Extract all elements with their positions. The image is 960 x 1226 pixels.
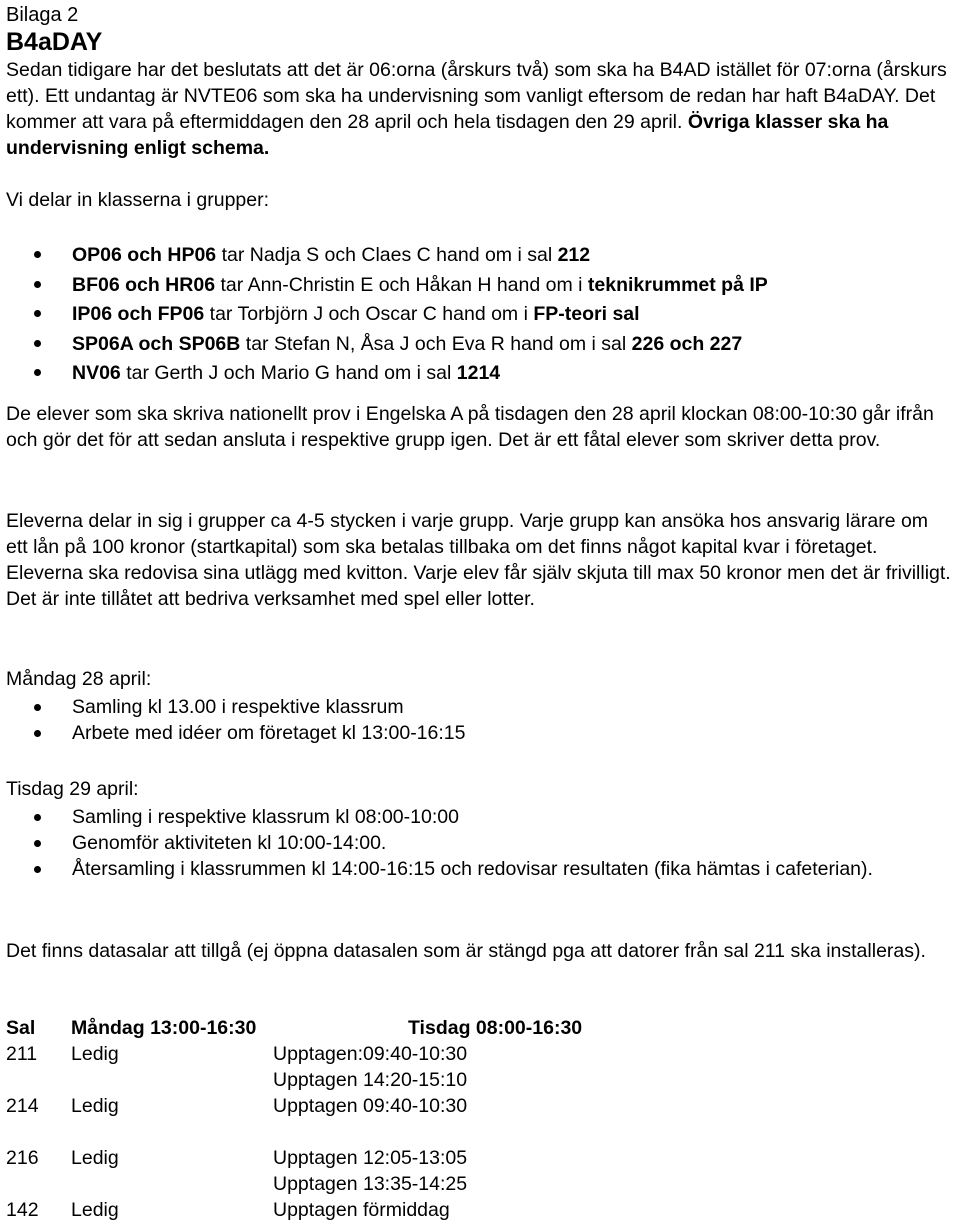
datasalar-paragraph: Det finns datasalar att tillgå (ej öppna datasalen som är stängd pga att datorer från sal 211 ska installeras). bbox=[6, 940, 926, 962]
monday-heading: Måndag 28 april: bbox=[6, 668, 152, 690]
table-row bbox=[6, 1093, 706, 1119]
monday-list bbox=[6, 694, 952, 746]
group-item bbox=[6, 241, 952, 271]
document-title: B4aDAY bbox=[6, 28, 103, 56]
header-tuesday: Tisdag 08:00-16:30 bbox=[408, 1017, 583, 1039]
table-row bbox=[6, 1119, 706, 1145]
header-monday: Måndag 13:00-16:30 bbox=[71, 1017, 257, 1039]
group-classes: SP06A och SP06B bbox=[72, 332, 241, 355]
group-classes: NV06 bbox=[72, 362, 121, 384]
table-row bbox=[6, 1145, 706, 1171]
tuesday-list bbox=[6, 804, 952, 882]
exam-paragraph: De elever som ska skriva nationellt prov i Engelska A på tisdagen den 28 april klockan 08:00-10:30 går ifrån och gör det för att sedan ansluta i respektive grupp igen. Det är ett fåtal elever som skriver detta prov. bbox=[6, 403, 934, 451]
cell-tuesday: Upptagen 12:05-13:05 bbox=[273, 1147, 468, 1169]
group-item bbox=[6, 271, 952, 301]
table-row bbox=[6, 1197, 706, 1223]
cell-monday: Ledig bbox=[71, 1147, 119, 1169]
groups-intro: Vi delar in klasserna i grupper: bbox=[6, 189, 270, 211]
group-classes: OP06 och HP06 bbox=[72, 244, 217, 266]
group-text: tar Gerth J och Mario G hand om i sal bbox=[120, 362, 457, 384]
tuesday-item: Genomför aktiviteten kl 10:00-14:00. bbox=[6, 830, 952, 856]
cell-sal: 214 bbox=[6, 1095, 39, 1117]
tuesday-item: Samling i respektive klassrum kl 08:00-10:00 bbox=[6, 804, 952, 830]
cell-tuesday: Upptagen 14:20-15:10 bbox=[273, 1069, 468, 1091]
group-classes: IP06 och FP06 bbox=[72, 303, 205, 325]
group-item bbox=[6, 359, 952, 389]
header-sal: Sal bbox=[6, 1017, 36, 1039]
cell-sal: 142 bbox=[6, 1199, 39, 1221]
group-room: 226 och 227 bbox=[631, 332, 743, 355]
group-text: tar Ann-Christin E och Håkan H hand om i bbox=[215, 273, 588, 296]
tuesday-heading: Tisdag 29 april: bbox=[6, 778, 139, 800]
groups-rules-paragraph: Eleverna delar in sig i grupper ca 4-5 stycken i varje grupp. Varje grupp kan ansöka hos ansvarig lärare om ett lån på 100 kronor (startkapital) som ska betalas tillbaka om det finns något kapital kvar i företaget. Eleverna ska redovisa sina utlägg med kvitton. Varje elev får själv skjuta till max 50 kronor men det är frivilligt. Det är inte tillåtet att bedriva verksamhet med spel eller lotter. bbox=[6, 510, 951, 610]
cell-sal: 216 bbox=[6, 1147, 39, 1169]
group-room: teknikrummet på IP bbox=[587, 273, 768, 296]
cell-tuesday: Upptagen:09:40-10:30 bbox=[273, 1043, 468, 1065]
table-header-row bbox=[6, 1015, 706, 1041]
group-room: 1214 bbox=[456, 362, 501, 384]
group-text: tar Stefan N, Åsa J och Eva R hand om i sal bbox=[240, 332, 632, 355]
tuesday-item: Återsamling i klassrummen kl 14:00-16:15 och redovisar resultaten (fika hämtas i cafeterian). bbox=[6, 856, 952, 882]
table-row bbox=[6, 1041, 706, 1067]
group-item bbox=[6, 300, 952, 330]
bilaga-label: Bilaga 2 bbox=[6, 4, 79, 26]
monday-item: Samling kl 13.00 i respektive klassrum bbox=[6, 694, 952, 720]
cell-monday: Ledig bbox=[71, 1199, 119, 1221]
table-row bbox=[6, 1067, 706, 1093]
group-text: tar Torbjörn J och Oscar C hand om i bbox=[204, 303, 534, 325]
group-list bbox=[6, 241, 952, 389]
group-room: FP-teori sal bbox=[533, 303, 640, 325]
group-room: 212 bbox=[557, 244, 591, 266]
group-item bbox=[6, 330, 952, 360]
cell-tuesday: Upptagen förmiddag bbox=[273, 1199, 450, 1221]
group-classes: BF06 och HR06 bbox=[72, 273, 216, 296]
room-table bbox=[6, 1015, 706, 1223]
intro-paragraph bbox=[6, 57, 952, 161]
cell-tuesday: Upptagen 13:35-14:25 bbox=[273, 1173, 468, 1195]
cell-tuesday: Upptagen 09:40-10:30 bbox=[273, 1095, 468, 1117]
table-row bbox=[6, 1171, 706, 1197]
cell-sal: 211 bbox=[6, 1043, 38, 1065]
cell-monday: Ledig bbox=[71, 1095, 119, 1117]
intro-text: Sedan tidigare har det beslutats att det är 06:orna (årskurs två) som ska ha B4AD istället för 07:orna (årskurs ett). Ett undantag är NVTE06 som ska ha undervisning som vanligt eftersom de redan har haft B4aDAY. Det kommer att vara på eftermiddagen den 28 april och hela tisdagen den 29 april. bbox=[6, 59, 947, 133]
cell-monday: Ledig bbox=[71, 1043, 119, 1065]
group-text: tar Nadja S och Claes C hand om i sal bbox=[216, 244, 558, 266]
monday-item: Arbete med idéer om företaget kl 13:00-16:15 bbox=[6, 720, 952, 746]
intro-bold-text: Övriga klasser ska ha undervisning enligt schema. bbox=[6, 111, 889, 159]
